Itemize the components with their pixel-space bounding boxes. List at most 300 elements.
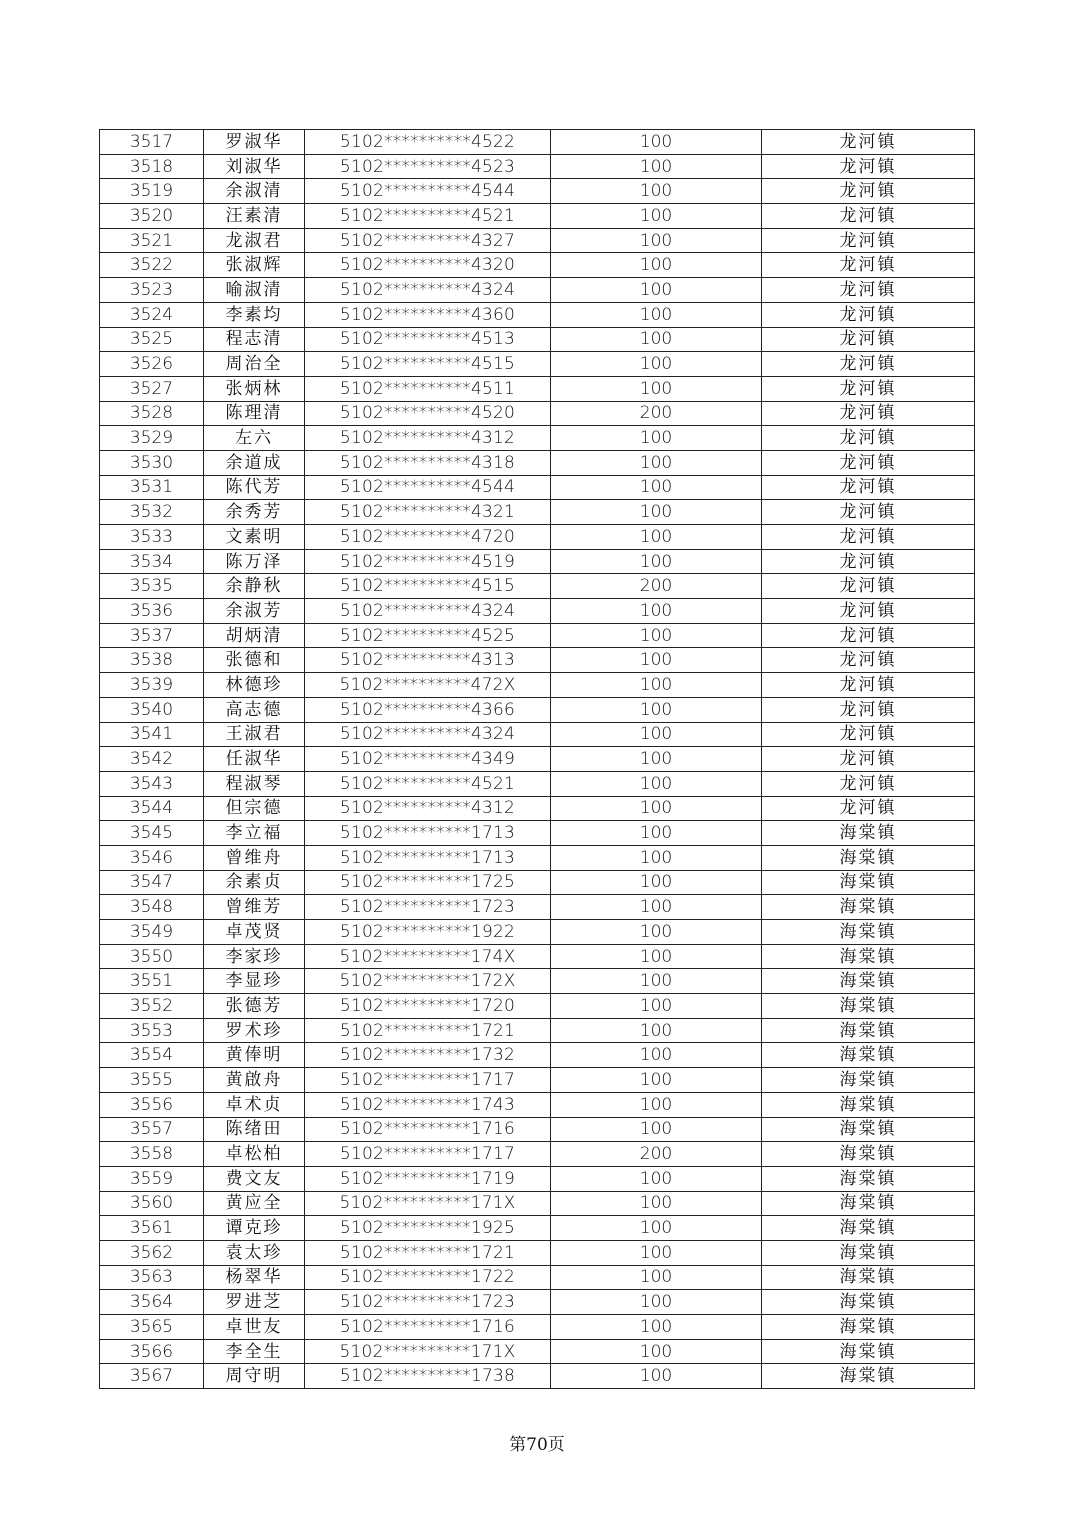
row-number-cell: 3566 (100, 1339, 204, 1364)
table-row (100, 1018, 975, 1043)
id-number-cell: 5102**********1713 (305, 821, 551, 846)
town-cell: 龙河镇 (762, 228, 975, 253)
table-row (100, 648, 975, 673)
id-number-cell: 5102**********1925 (305, 1216, 551, 1241)
name-cell: 黄应全 (204, 1191, 305, 1216)
name-cell: 周守明 (204, 1364, 305, 1389)
amount-cell: 100 (551, 1265, 762, 1290)
name-cell: 余淑清 (204, 179, 305, 204)
row-number-cell: 3535 (100, 574, 204, 599)
amount-cell: 100 (551, 1315, 762, 1340)
amount-cell: 100 (551, 673, 762, 698)
row-number-cell: 3537 (100, 623, 204, 648)
row-number-cell: 3561 (100, 1216, 204, 1241)
town-cell: 龙河镇 (762, 204, 975, 229)
id-number-cell: 5102**********171X (305, 1339, 551, 1364)
id-number-cell: 5102**********4324 (305, 722, 551, 747)
id-number-cell: 5102**********4318 (305, 450, 551, 475)
row-number-cell: 3525 (100, 327, 204, 352)
amount-cell: 100 (551, 1092, 762, 1117)
id-number-cell: 5102**********1716 (305, 1315, 551, 1340)
id-number-cell: 5102**********172X (305, 969, 551, 994)
amount-cell: 100 (551, 154, 762, 179)
amount-cell: 100 (551, 895, 762, 920)
amount-cell: 100 (551, 475, 762, 500)
table-row (100, 549, 975, 574)
town-cell: 海棠镇 (762, 1315, 975, 1340)
row-number-cell: 3560 (100, 1191, 204, 1216)
table-row (100, 302, 975, 327)
town-cell: 海棠镇 (762, 845, 975, 870)
id-number-cell: 5102**********4522 (305, 130, 551, 155)
town-cell: 龙河镇 (762, 500, 975, 525)
town-cell: 龙河镇 (762, 302, 975, 327)
name-cell: 陈绪田 (204, 1117, 305, 1142)
amount-cell: 200 (551, 401, 762, 426)
id-number-cell: 5102**********4312 (305, 796, 551, 821)
row-number-cell: 3564 (100, 1290, 204, 1315)
row-number-cell: 3528 (100, 401, 204, 426)
amount-cell: 100 (551, 969, 762, 994)
name-cell: 汪素清 (204, 204, 305, 229)
row-number-cell: 3517 (100, 130, 204, 155)
id-number-cell: 5102**********1721 (305, 1018, 551, 1043)
name-cell: 胡炳清 (204, 623, 305, 648)
name-cell: 李家珍 (204, 944, 305, 969)
name-cell: 左六 (204, 426, 305, 451)
town-cell: 海棠镇 (762, 870, 975, 895)
name-cell: 龙淑君 (204, 228, 305, 253)
name-cell: 张德和 (204, 648, 305, 673)
id-number-cell: 5102**********171X (305, 1191, 551, 1216)
id-number-cell: 5102**********4513 (305, 327, 551, 352)
town-cell: 海棠镇 (762, 1191, 975, 1216)
row-number-cell: 3520 (100, 204, 204, 229)
table-row (100, 376, 975, 401)
amount-cell: 100 (551, 796, 762, 821)
town-cell: 龙河镇 (762, 599, 975, 624)
row-number-cell: 3523 (100, 278, 204, 303)
row-number-cell: 3536 (100, 599, 204, 624)
town-cell: 海棠镇 (762, 1142, 975, 1167)
amount-cell: 100 (551, 179, 762, 204)
id-number-cell: 5102**********472X (305, 673, 551, 698)
name-cell: 罗术珍 (204, 1018, 305, 1043)
name-cell: 费文友 (204, 1166, 305, 1191)
town-cell: 龙河镇 (762, 525, 975, 550)
row-number-cell: 3548 (100, 895, 204, 920)
table-row (100, 845, 975, 870)
amount-cell: 100 (551, 697, 762, 722)
table-row (100, 253, 975, 278)
table-row (100, 722, 975, 747)
name-cell: 任淑华 (204, 747, 305, 772)
name-cell: 卓世友 (204, 1315, 305, 1340)
table-row (100, 1068, 975, 1093)
row-number-cell: 3541 (100, 722, 204, 747)
name-cell: 曾维舟 (204, 845, 305, 870)
id-number-cell: 5102**********4324 (305, 278, 551, 303)
town-cell: 龙河镇 (762, 623, 975, 648)
table-row (100, 870, 975, 895)
amount-cell: 100 (551, 599, 762, 624)
page-number: 第70页 (509, 1435, 565, 1455)
amount-cell: 100 (551, 130, 762, 155)
id-number-cell: 5102**********1717 (305, 1068, 551, 1093)
town-cell: 海棠镇 (762, 994, 975, 1019)
town-cell: 海棠镇 (762, 1092, 975, 1117)
table-row (100, 1290, 975, 1315)
table-row (100, 1216, 975, 1241)
table-row (100, 179, 975, 204)
amount-cell: 100 (551, 1240, 762, 1265)
town-cell: 海棠镇 (762, 1265, 975, 1290)
town-cell: 海棠镇 (762, 1068, 975, 1093)
amount-cell: 100 (551, 648, 762, 673)
id-number-cell: 5102**********174X (305, 944, 551, 969)
table-row (100, 920, 975, 945)
name-cell: 黄俸明 (204, 1043, 305, 1068)
name-cell: 但宗德 (204, 796, 305, 821)
table-row (100, 895, 975, 920)
town-cell: 龙河镇 (762, 475, 975, 500)
amount-cell: 100 (551, 747, 762, 772)
town-cell: 龙河镇 (762, 747, 975, 772)
id-number-cell: 5102**********1719 (305, 1166, 551, 1191)
row-number-cell: 3533 (100, 525, 204, 550)
row-number-cell: 3547 (100, 870, 204, 895)
row-number-cell: 3567 (100, 1364, 204, 1389)
town-cell: 海棠镇 (762, 1364, 975, 1389)
table-row (100, 1166, 975, 1191)
amount-cell: 100 (551, 228, 762, 253)
row-number-cell: 3529 (100, 426, 204, 451)
row-number-cell: 3550 (100, 944, 204, 969)
id-number-cell: 5102**********4313 (305, 648, 551, 673)
name-cell: 余静秋 (204, 574, 305, 599)
amount-cell: 100 (551, 1191, 762, 1216)
row-number-cell: 3565 (100, 1315, 204, 1340)
id-number-cell: 5102**********4515 (305, 352, 551, 377)
town-cell: 海棠镇 (762, 821, 975, 846)
row-number-cell: 3551 (100, 969, 204, 994)
row-number-cell: 3543 (100, 771, 204, 796)
town-cell: 龙河镇 (762, 278, 975, 303)
row-number-cell: 3563 (100, 1265, 204, 1290)
name-cell: 文素明 (204, 525, 305, 550)
town-cell: 海棠镇 (762, 1117, 975, 1142)
name-cell: 曾维芳 (204, 895, 305, 920)
id-number-cell: 5102**********1732 (305, 1043, 551, 1068)
name-cell: 罗淑华 (204, 130, 305, 155)
name-cell: 李显珍 (204, 969, 305, 994)
row-number-cell: 3556 (100, 1092, 204, 1117)
id-number-cell: 5102**********1723 (305, 895, 551, 920)
name-cell: 程志清 (204, 327, 305, 352)
table-row (100, 969, 975, 994)
table-row (100, 994, 975, 1019)
name-cell: 张淑辉 (204, 253, 305, 278)
name-cell: 余淑芳 (204, 599, 305, 624)
row-number-cell: 3531 (100, 475, 204, 500)
row-number-cell: 3518 (100, 154, 204, 179)
town-cell: 龙河镇 (762, 352, 975, 377)
name-cell: 程淑琴 (204, 771, 305, 796)
town-cell: 龙河镇 (762, 771, 975, 796)
amount-cell: 100 (551, 771, 762, 796)
amount-cell: 100 (551, 500, 762, 525)
table-row (100, 204, 975, 229)
row-number-cell: 3552 (100, 994, 204, 1019)
town-cell: 龙河镇 (762, 549, 975, 574)
row-number-cell: 3544 (100, 796, 204, 821)
amount-cell: 100 (551, 549, 762, 574)
id-number-cell: 5102**********1720 (305, 994, 551, 1019)
table-row (100, 1043, 975, 1068)
name-cell: 林德珍 (204, 673, 305, 698)
row-number-cell: 3546 (100, 845, 204, 870)
id-number-cell: 5102**********4321 (305, 500, 551, 525)
id-number-cell: 5102**********1738 (305, 1364, 551, 1389)
town-cell: 海棠镇 (762, 1290, 975, 1315)
town-cell: 龙河镇 (762, 154, 975, 179)
name-cell: 张炳林 (204, 376, 305, 401)
row-number-cell: 3532 (100, 500, 204, 525)
amount-cell: 100 (551, 1339, 762, 1364)
id-number-cell: 5102**********4544 (305, 179, 551, 204)
town-cell: 龙河镇 (762, 450, 975, 475)
id-number-cell: 5102**********1722 (305, 1265, 551, 1290)
table-row (100, 747, 975, 772)
town-cell: 龙河镇 (762, 401, 975, 426)
amount-cell: 100 (551, 376, 762, 401)
table-row (100, 821, 975, 846)
name-cell: 张德芳 (204, 994, 305, 1019)
name-cell: 余道成 (204, 450, 305, 475)
amount-cell: 100 (551, 1018, 762, 1043)
amount-cell: 100 (551, 944, 762, 969)
row-number-cell: 3545 (100, 821, 204, 846)
id-number-cell: 5102**********4320 (305, 253, 551, 278)
id-number-cell: 5102**********4312 (305, 426, 551, 451)
row-number-cell: 3524 (100, 302, 204, 327)
row-number-cell: 3557 (100, 1117, 204, 1142)
name-cell: 李全生 (204, 1339, 305, 1364)
name-cell: 卓术贞 (204, 1092, 305, 1117)
amount-cell: 100 (551, 278, 762, 303)
town-cell: 龙河镇 (762, 376, 975, 401)
town-cell: 海棠镇 (762, 944, 975, 969)
amount-cell: 100 (551, 845, 762, 870)
id-number-cell: 5102**********4327 (305, 228, 551, 253)
roster-table-body (100, 130, 975, 1389)
id-number-cell: 5102**********1721 (305, 1240, 551, 1265)
id-number-cell: 5102**********1717 (305, 1142, 551, 1167)
table-row (100, 475, 975, 500)
town-cell: 海棠镇 (762, 969, 975, 994)
id-number-cell: 5102**********4349 (305, 747, 551, 772)
row-number-cell: 3542 (100, 747, 204, 772)
table-row (100, 327, 975, 352)
name-cell: 袁太珍 (204, 1240, 305, 1265)
table-row (100, 796, 975, 821)
amount-cell: 100 (551, 1043, 762, 1068)
amount-cell: 100 (551, 870, 762, 895)
name-cell: 陈万泽 (204, 549, 305, 574)
row-number-cell: 3526 (100, 352, 204, 377)
table-row (100, 623, 975, 648)
id-number-cell: 5102**********4360 (305, 302, 551, 327)
id-number-cell: 5102**********1716 (305, 1117, 551, 1142)
id-number-cell: 5102**********4525 (305, 623, 551, 648)
id-number-cell: 5102**********4720 (305, 525, 551, 550)
town-cell: 龙河镇 (762, 673, 975, 698)
table-row (100, 771, 975, 796)
town-cell: 海棠镇 (762, 1043, 975, 1068)
name-cell: 刘淑华 (204, 154, 305, 179)
amount-cell: 100 (551, 1166, 762, 1191)
amount-cell: 100 (551, 450, 762, 475)
table-row (100, 278, 975, 303)
table-row (100, 450, 975, 475)
table-row (100, 525, 975, 550)
amount-cell: 100 (551, 821, 762, 846)
table-row (100, 944, 975, 969)
amount-cell: 100 (551, 426, 762, 451)
table-row (100, 1315, 975, 1340)
amount-cell: 100 (551, 1364, 762, 1389)
id-number-cell: 5102**********4521 (305, 204, 551, 229)
town-cell: 海棠镇 (762, 1240, 975, 1265)
id-number-cell: 5102**********4366 (305, 697, 551, 722)
town-cell: 海棠镇 (762, 920, 975, 945)
table-row (100, 599, 975, 624)
row-number-cell: 3519 (100, 179, 204, 204)
roster-sheet (99, 129, 974, 1389)
town-cell: 龙河镇 (762, 327, 975, 352)
row-number-cell: 3558 (100, 1142, 204, 1167)
name-cell: 余素贞 (204, 870, 305, 895)
amount-cell: 100 (551, 253, 762, 278)
row-number-cell: 3538 (100, 648, 204, 673)
row-number-cell: 3553 (100, 1018, 204, 1043)
town-cell: 海棠镇 (762, 1216, 975, 1241)
table-row (100, 1240, 975, 1265)
table-row (100, 426, 975, 451)
table-row (100, 154, 975, 179)
table-row (100, 130, 975, 155)
name-cell: 黄啟舟 (204, 1068, 305, 1093)
id-number-cell: 5102**********4515 (305, 574, 551, 599)
table-row (100, 401, 975, 426)
amount-cell: 100 (551, 1117, 762, 1142)
amount-cell: 100 (551, 327, 762, 352)
amount-cell: 100 (551, 623, 762, 648)
amount-cell: 100 (551, 920, 762, 945)
id-number-cell: 5102**********1723 (305, 1290, 551, 1315)
town-cell: 海棠镇 (762, 895, 975, 920)
amount-cell: 100 (551, 302, 762, 327)
row-number-cell: 3540 (100, 697, 204, 722)
roster-table (99, 129, 975, 1389)
town-cell: 龙河镇 (762, 179, 975, 204)
table-row (100, 1142, 975, 1167)
id-number-cell: 5102**********4521 (305, 771, 551, 796)
table-row (100, 1092, 975, 1117)
town-cell: 龙河镇 (762, 796, 975, 821)
name-cell: 杨翠华 (204, 1265, 305, 1290)
town-cell: 海棠镇 (762, 1166, 975, 1191)
name-cell: 高志德 (204, 697, 305, 722)
amount-cell: 100 (551, 1290, 762, 1315)
name-cell: 李素均 (204, 302, 305, 327)
table-row (100, 352, 975, 377)
table-row (100, 1191, 975, 1216)
town-cell: 龙河镇 (762, 648, 975, 673)
table-row (100, 500, 975, 525)
row-number-cell: 3530 (100, 450, 204, 475)
town-cell: 海棠镇 (762, 1018, 975, 1043)
town-cell: 海棠镇 (762, 1339, 975, 1364)
amount-cell: 100 (551, 1068, 762, 1093)
id-number-cell: 5102**********4324 (305, 599, 551, 624)
table-row (100, 1364, 975, 1389)
name-cell: 李立福 (204, 821, 305, 846)
table-row (100, 228, 975, 253)
town-cell: 龙河镇 (762, 253, 975, 278)
row-number-cell: 3539 (100, 673, 204, 698)
row-number-cell: 3534 (100, 549, 204, 574)
name-cell: 谭克珍 (204, 1216, 305, 1241)
town-cell: 龙河镇 (762, 722, 975, 747)
id-number-cell: 5102**********1725 (305, 870, 551, 895)
name-cell: 卓茂贤 (204, 920, 305, 945)
row-number-cell: 3522 (100, 253, 204, 278)
row-number-cell: 3559 (100, 1166, 204, 1191)
table-row (100, 1265, 975, 1290)
amount-cell: 100 (551, 204, 762, 229)
row-number-cell: 3554 (100, 1043, 204, 1068)
name-cell: 王淑君 (204, 722, 305, 747)
id-number-cell: 5102**********1922 (305, 920, 551, 945)
row-number-cell: 3521 (100, 228, 204, 253)
id-number-cell: 5102**********1713 (305, 845, 551, 870)
amount-cell: 200 (551, 1142, 762, 1167)
amount-cell: 100 (551, 994, 762, 1019)
town-cell: 龙河镇 (762, 697, 975, 722)
town-cell: 龙河镇 (762, 426, 975, 451)
name-cell: 陈代芳 (204, 475, 305, 500)
town-cell: 龙河镇 (762, 130, 975, 155)
amount-cell: 100 (551, 1216, 762, 1241)
id-number-cell: 5102**********4544 (305, 475, 551, 500)
name-cell: 喻淑清 (204, 278, 305, 303)
row-number-cell: 3549 (100, 920, 204, 945)
amount-cell: 100 (551, 722, 762, 747)
amount-cell: 100 (551, 525, 762, 550)
table-row (100, 1339, 975, 1364)
row-number-cell: 3562 (100, 1240, 204, 1265)
table-row (100, 697, 975, 722)
name-cell: 周治全 (204, 352, 305, 377)
row-number-cell: 3555 (100, 1068, 204, 1093)
table-row (100, 673, 975, 698)
name-cell: 罗进芝 (204, 1290, 305, 1315)
town-cell: 龙河镇 (762, 574, 975, 599)
table-row (100, 1117, 975, 1142)
name-cell: 余秀芳 (204, 500, 305, 525)
amount-cell: 200 (551, 574, 762, 599)
